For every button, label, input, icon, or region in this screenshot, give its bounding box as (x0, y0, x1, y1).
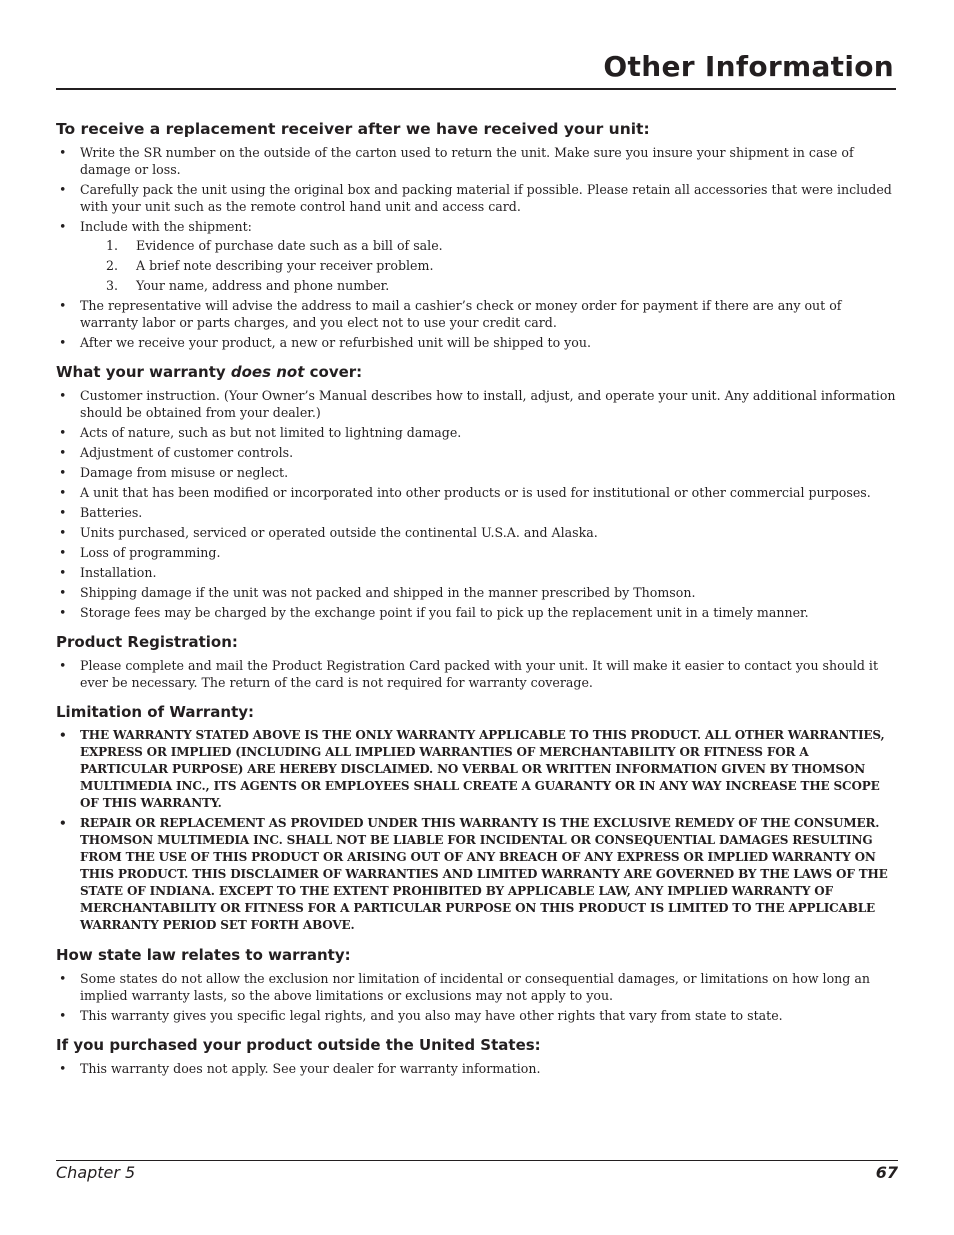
replacement-list (56, 144, 897, 351)
item-number: 1. (106, 238, 119, 253)
list-item: • Customer instruction. (Your Owner’s Manual describes how to install, adjust, and operate your unit. Any additional information should be obtained from your dealer.) (56, 387, 897, 421)
limitation-section (56, 701, 897, 934)
not-covered-section (56, 361, 897, 621)
list-item: • The representative will advise the address to mail a cashier’s check or money order for payment if there are any out of warranty labor or parts charges, and you elect not to use your credit card. (56, 297, 897, 331)
list-item: • Some states do not allow the exclusion nor limitation of incidental or consequential damages, or limitations on how long an implied warranty lasts, so the above limitations or exclusions may not apply to you. (56, 970, 897, 1004)
item-text: Your name, address and phone number. (136, 278, 390, 293)
list-item: • Acts of nature, such as but not limited to lightning damage. (56, 424, 897, 441)
list-item: • Carefully pack the unit using the original box and packing material if possible. Please retain all accessories that were included with your unit such as the remote control hand unit and access card. (56, 181, 897, 215)
numbered-item (80, 257, 897, 274)
numbered-item (80, 237, 897, 254)
limitation-heading: Limitation of Warranty: (56, 703, 255, 721)
footer-rule (56, 1160, 898, 1161)
list-item-text: Include with the shipment: (80, 219, 252, 234)
state-law-list (56, 970, 897, 1024)
numbered-item (80, 277, 897, 294)
list-item: • After we receive your product, a new or refurbished unit will be shipped to you. (56, 334, 897, 351)
item-text: Evidence of purchase date such as a bill of sale. (136, 238, 443, 253)
heading-text: cover: (304, 363, 363, 381)
shipment-contents-list (80, 237, 897, 294)
chapter-label: Chapter 5 (56, 1163, 136, 1182)
state-law-heading: How state law relates to warranty: (56, 946, 351, 964)
outside-us-section (56, 1034, 897, 1077)
list-item: • REPAIR OR REPLACEMENT AS PROVIDED UNDER THIS WARRANTY IS THE EXCLUSIVE REMEDY OF THE CONSUMER. THOMSON MULTIMEDIA INC. SHALL NOT BE LIABLE FOR INCIDENTAL OR CONSEQUENTIAL DAMAGES RESULTING FROM THE USE OF THIS PRODUCT OR ARISING OUT OF ANY BREACH OF ANY EXPRESS OR IMPLIED WARRANTY ON THIS PRODUCT. THIS DISCLAIMER OF WARRANTIES AND LIMITED WARRANTY ARE GOVERNED BY THE LAWS OF THE STATE OF INDIANA. EXCEPT TO THE EXTENT PROHIBITED BY APPLICABLE LAW, ANY IMPLIED WARRANTY OF MERCHANTABILITY OR FITNESS FOR A PARTICULAR PURPOSE ON THIS PRODUCT IS LIMITED TO THE APPLICABLE WARRANTY PERIOD SET FORTH ABOVE. (56, 815, 897, 934)
list-item: • Please complete and mail the Product Registration Card packed with your unit. It will make it easier to contact you should it ever be necessary. The return of the card is not required for warranty coverage. (56, 657, 897, 691)
item-number: 2. (106, 258, 119, 273)
list-item: • Write the SR number on the outside of the carton used to return the unit. Make sure you insure your shipment in case of damage or loss. (56, 144, 897, 178)
list-item-with-sublist (56, 218, 897, 294)
limitation-list (56, 727, 897, 934)
list-item: • Storage fees may be charged by the exchange point if you fail to pick up the replacement unit in a timely manner. (56, 604, 897, 621)
item-number: 3. (106, 278, 119, 293)
list-item: • Adjustment of customer controls. (56, 444, 897, 461)
list-item: • Shipping damage if the unit was not packed and shipped in the manner prescribed by Thomson. (56, 584, 897, 601)
heading-text: What your warranty (56, 363, 231, 381)
header-rule (56, 88, 896, 90)
page-number: 67 (875, 1163, 898, 1182)
list-item: • THE WARRANTY STATED ABOVE IS THE ONLY WARRANTY APPLICABLE TO THIS PRODUCT. ALL OTHER WARRANTIES, EXPRESS OR IMPLIED (INCLUDING ALL IMPLIED WARRANTIES OF MERCHANTABILITY OR FITNESS FOR A PARTICULAR PURPOSE) ARE HEREBY DISCLAIMED. NO VERBAL OR WRITTEN INFORMATION GIVEN BY THOMSON MULTIMEDIA INC., ITS AGENTS OR EMPLOYEES SHALL CREATE A GUARANTY OR IN ANY WAY INCREASE THE SCOPE OF THIS WARRANTY. (56, 727, 897, 812)
list-item: • This warranty does not apply. See your dealer for warranty information. (56, 1060, 897, 1077)
list-item: • Loss of programming. (56, 544, 897, 561)
page-content (56, 118, 897, 1087)
list-item: • Batteries. (56, 504, 897, 521)
list-item: • Units purchased, serviced or operated outside the continental U.S.A. and Alaska. (56, 524, 897, 541)
replacement-heading: To receive a replacement receiver after we have received your unit: (56, 120, 650, 138)
state-law-section (56, 944, 897, 1024)
outside-us-list (56, 1060, 897, 1077)
heading-emphasis: does not (230, 363, 305, 381)
item-text: A brief note describing your receiver problem. (136, 258, 434, 273)
list-item: • Installation. (56, 564, 897, 581)
list-item: • This warranty gives you specific legal rights, and you also may have other rights that vary from state to state. (56, 1007, 897, 1024)
not-covered-list (56, 387, 897, 621)
replacement-section (56, 118, 897, 351)
not-covered-heading (56, 361, 897, 383)
list-item: • A unit that has been modified or incorporated into other products or is used for institutional or other commercial purposes. (56, 484, 897, 501)
outside-us-heading: If you purchased your product outside the United States: (56, 1036, 541, 1054)
list-item: • Damage from misuse or neglect. (56, 464, 897, 481)
registration-section (56, 631, 897, 691)
page-title: Other Information (603, 50, 894, 83)
registration-list (56, 657, 897, 691)
registration-heading: Product Registration: (56, 633, 238, 651)
